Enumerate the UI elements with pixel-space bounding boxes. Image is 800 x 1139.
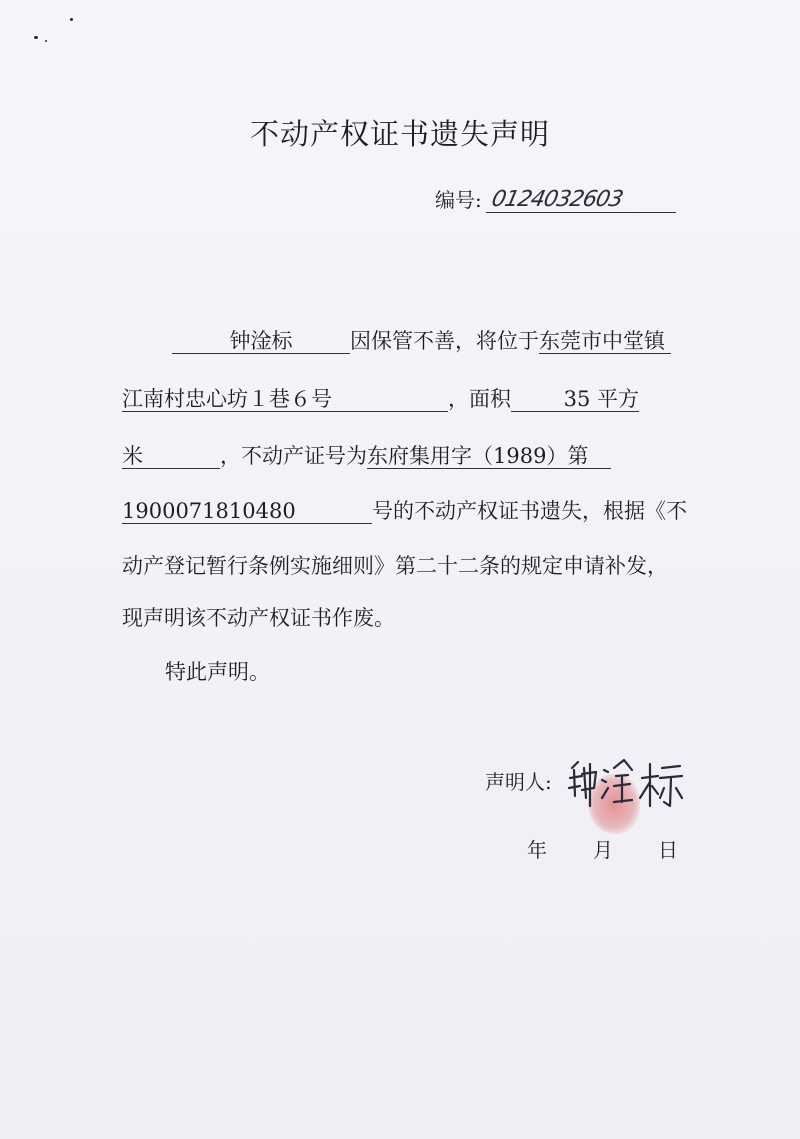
closing-statement: 特此声明。 <box>165 660 270 684</box>
body-text: 因保管不善，将位于 <box>350 329 539 353</box>
signature-label: 声明人: <box>485 770 552 794</box>
body-line-5: 动产登记暂行条例实施细则》第二十二条的规定申请补发， <box>122 554 668 578</box>
document-title: 不动产权证书遗失声明 <box>249 117 550 151</box>
certificate-prefix-field: 东府集用字（1989）第 <box>367 444 611 469</box>
body-line-3 <box>122 440 611 470</box>
body-line-6: 现声明该不动产权证书作废。 <box>122 606 395 630</box>
scan-speck <box>70 18 73 21</box>
body-text: ，面积 <box>448 387 511 411</box>
certificate-number-field: 1900071810480 <box>122 499 372 524</box>
date-year-label: 年 <box>527 838 547 862</box>
document-number-label: 编号: <box>435 188 482 212</box>
date-month-label: 月 <box>593 838 613 862</box>
body-line-1 <box>172 325 671 355</box>
date-day-label: 日 <box>658 838 678 862</box>
body-line-2 <box>122 383 639 413</box>
area-unit-field: 米 <box>122 444 220 469</box>
document-number-field <box>486 188 676 213</box>
scan-speck <box>34 36 38 39</box>
body-text: 号的不动产权证书遗失，根据《不 <box>372 499 687 523</box>
location-field-part1: 东莞市中堂镇 <box>539 329 671 354</box>
body-line-4 <box>122 495 687 525</box>
body-text: ，不动产证号为 <box>220 444 367 468</box>
scan-speck <box>45 40 47 42</box>
document-number-value: 0124032603 <box>489 187 625 212</box>
document-number <box>435 184 676 213</box>
handwritten-signature <box>566 748 686 818</box>
declarant-name-field: 钟淦标 <box>172 329 350 354</box>
area-field: 35 平方 <box>511 387 639 412</box>
location-field-part2: 江南村忠心坊１巷６号 <box>122 387 448 412</box>
